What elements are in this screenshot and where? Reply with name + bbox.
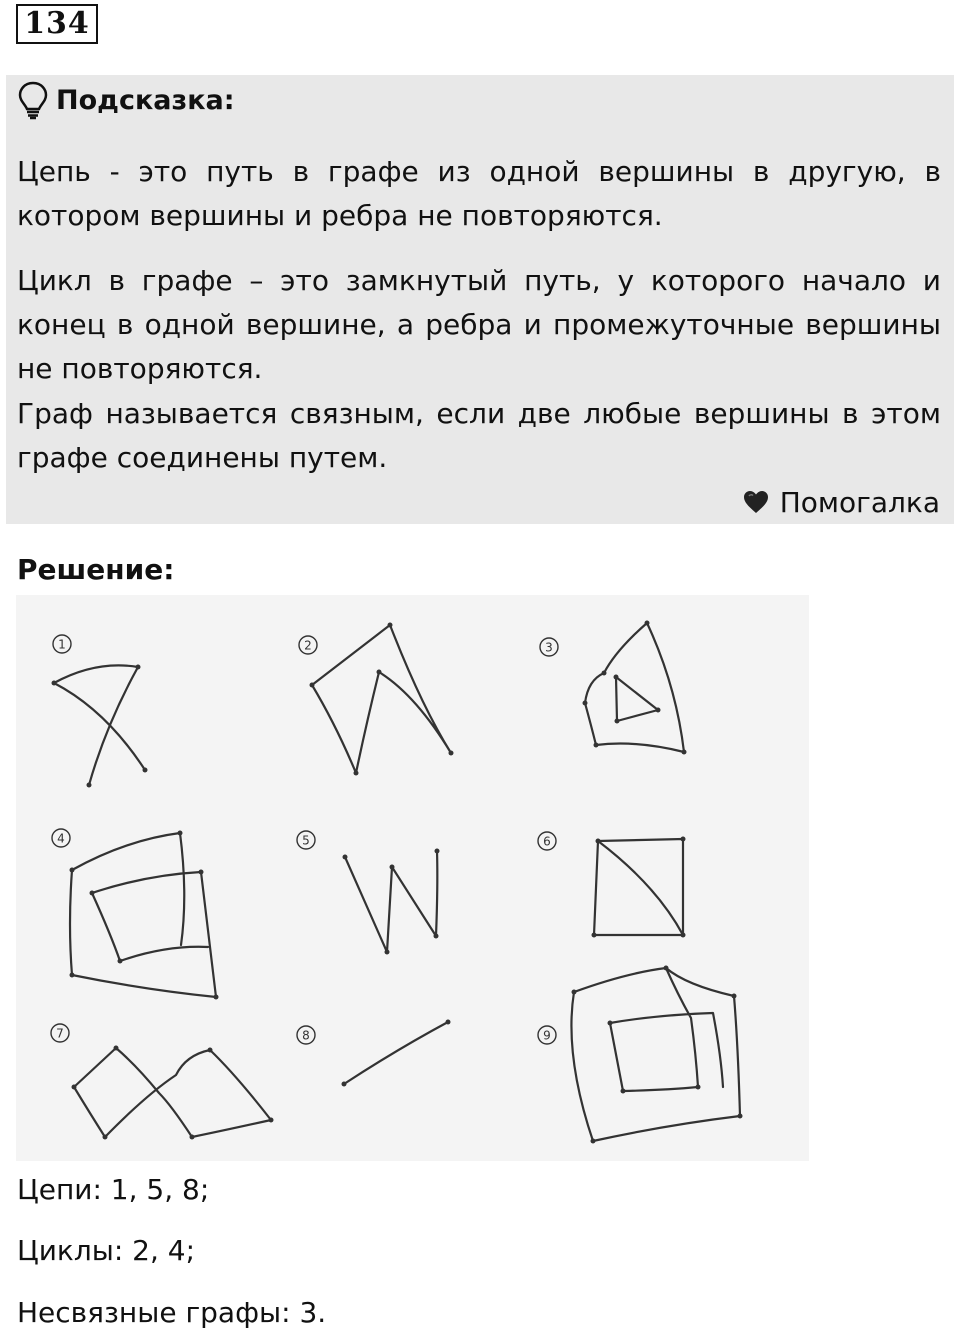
hint-chain-definition: Цепь - это путь в графе из одной вершины в другую, в котором вершины и ребра не повторяются. — [17, 155, 941, 232]
solution-label: Решение: — [17, 553, 175, 586]
graph-7 — [72, 1046, 274, 1140]
credit-text: Помогалка — [779, 485, 940, 519]
graph-label-2: 2 — [304, 638, 312, 653]
graph-1 — [52, 665, 148, 788]
answer-cycles: Циклы: 2, 4; — [17, 1234, 196, 1267]
lightbulb-icon — [16, 80, 50, 120]
hint-title: Подсказка: — [56, 84, 235, 116]
credit — [742, 482, 940, 522]
graphs-drawing — [16, 595, 809, 1161]
graph-9 — [571, 966, 742, 1144]
graphs-figure — [16, 595, 809, 1161]
graph-number-labels — [51, 635, 558, 1044]
graph-label-1: 1 — [58, 637, 66, 652]
graph-5 — [343, 849, 440, 955]
hint-header — [16, 80, 235, 120]
graph-label-7: 7 — [56, 1026, 64, 1041]
answer-disconnected: Несвязные графы: 3. — [17, 1296, 327, 1329]
hint-connected-definition: Граф называется связным, если две любые вершины в этом графе соединены путем. — [17, 397, 941, 474]
graph-8 — [342, 1020, 451, 1087]
graph-label-4: 4 — [57, 831, 65, 846]
graph-label-8: 8 — [302, 1028, 310, 1043]
graph-label-6: 6 — [543, 834, 551, 849]
hint-cycle-definition: Цикл в графе – это замкнутый путь, у которого начало и конец в одной вершине, а ребра и промежуточные вершины не повторяются. — [17, 264, 941, 385]
graph-label-9: 9 — [543, 1028, 551, 1043]
graph-label-3: 3 — [545, 640, 553, 655]
graph-3 — [583, 621, 687, 755]
graph-label-5: 5 — [302, 833, 310, 848]
graph-4 — [70, 831, 219, 1000]
answer-chains: Цепи: 1, 5, 8; — [17, 1173, 210, 1206]
heart-icon — [742, 489, 770, 515]
graph-6 — [592, 837, 686, 938]
problem-number: 134 — [16, 4, 98, 44]
graph-2 — [310, 623, 454, 776]
